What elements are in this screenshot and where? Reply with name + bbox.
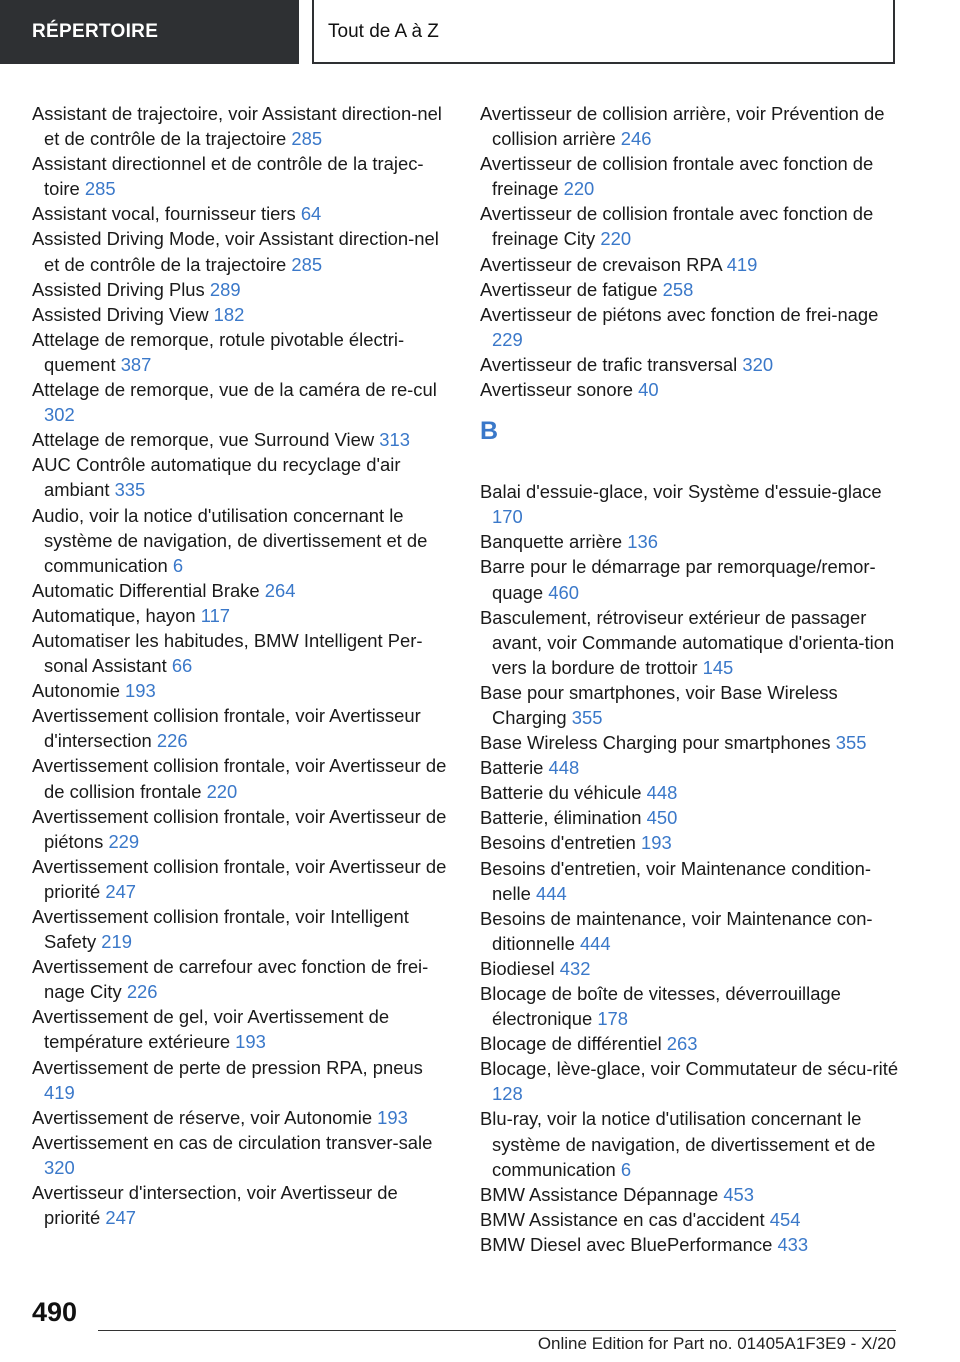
entry-text: Avertisseur de collision frontale avec fonction de freinage [480, 153, 874, 200]
index-entry [32, 703, 452, 753]
entry-text: Avertissement collision frontale, voir Avertisseur de de collision frontale [32, 755, 447, 802]
entry-text: Avertisseur sonore [480, 379, 633, 401]
index-column-left [32, 101, 452, 1230]
section-tab: RÉPERTOIRE [0, 0, 299, 64]
index-entry [32, 427, 452, 452]
index-entry [480, 805, 900, 830]
entry-text: Automatique, hayon [32, 604, 196, 626]
page-reference-link[interactable]: 246 [620, 128, 652, 150]
page-reference-link[interactable]: 450 [646, 807, 678, 829]
entry-text: Blu-ray, voir la notice d'utilisation concernant le système de navigation, de divertissement et de communication [480, 1108, 876, 1180]
page-reference-link[interactable]: 453 [723, 1183, 754, 1205]
page-reference-link[interactable]: 313 [379, 429, 410, 451]
index-entry [32, 101, 452, 151]
index-entry [32, 678, 452, 703]
index-entry [480, 302, 900, 352]
page-reference-link[interactable]: 219 [101, 931, 132, 953]
page-reference-link[interactable]: 247 [105, 880, 137, 902]
index-entry [32, 201, 452, 226]
page-reference-link[interactable]: 66 [171, 655, 193, 677]
entry-text: Batterie, élimination [480, 807, 642, 829]
index-entry [32, 1105, 452, 1130]
index-entry [480, 1106, 900, 1181]
index-entry [32, 1055, 452, 1105]
page-reference-link[interactable]: 136 [627, 531, 658, 553]
index-entry [32, 804, 452, 854]
index-group-a [480, 101, 900, 402]
page-reference-link[interactable]: 226 [156, 730, 188, 752]
index-entry [480, 529, 900, 554]
index-entry [480, 1056, 900, 1106]
entry-text: Blocage, lève-glace, voir Commutateur de sécu-rité [480, 1058, 899, 1080]
page-reference-link[interactable]: 220 [563, 178, 595, 200]
entry-text: Blocage de boîte de vitesses, déverrouillage électronique [480, 983, 841, 1030]
page-reference-link[interactable]: 182 [213, 303, 245, 325]
entry-text: Besoins de maintenance, voir Maintenance con-ditionnelle [480, 907, 873, 954]
index-column-right [480, 101, 900, 1257]
entry-text: Avertisseur de fatigue [480, 278, 658, 300]
page-reference-link[interactable]: 145 [702, 656, 734, 678]
index-entry [32, 1130, 452, 1180]
page-reference-link[interactable]: 193 [640, 832, 672, 854]
page-reference-link[interactable]: 387 [120, 353, 152, 375]
index-entry [480, 377, 900, 402]
index-entry [480, 1207, 900, 1232]
page-reference-link[interactable]: 193 [377, 1106, 408, 1128]
page-reference-link[interactable]: 433 [777, 1233, 809, 1255]
page-reference-link[interactable]: 264 [264, 579, 296, 601]
entry-text: Basculement, rétroviseur extérieur de passager avant, voir Commande automatique d'orienta-tion vers la bordure de trottoir [480, 606, 895, 678]
index-entry [32, 151, 452, 201]
index-entry [32, 954, 452, 1004]
entry-text: Batterie [480, 757, 544, 779]
index-entry [480, 780, 900, 805]
index-group-b [480, 479, 900, 1257]
entry-text: Assistant vocal, fournisseur tiers [32, 203, 296, 225]
entry-text: Barre pour le démarrage par remorquage/remor-quage [480, 556, 876, 603]
page-reference-link[interactable]: 289 [209, 278, 241, 300]
page-reference-link[interactable]: 454 [769, 1208, 801, 1230]
entry-text: Avertissement collision frontale, voir Avertisseur de priorité [32, 855, 447, 902]
entry-text: Besoins d'entretien, voir Maintenance condition-nelle [480, 857, 871, 904]
index-entry [32, 603, 452, 628]
entry-text: Avertisseur d'intersection, voir Avertisseur de priorité [32, 1182, 398, 1229]
index-entry [480, 680, 900, 730]
entry-text: Besoins d'entretien [480, 832, 636, 854]
page-header [0, 0, 960, 66]
footer-edition: Online Edition for Part no. 01405A1F3E9 - X/20 [537, 1334, 896, 1353]
page-reference-link[interactable]: 285 [291, 128, 323, 150]
page-reference-link[interactable]: 419 [44, 1081, 75, 1103]
entry-text: Avertissement de réserve, voir Autonomie [32, 1106, 373, 1128]
entry-text: Assistant directionnel et de contrôle de la trajec-toire [32, 153, 424, 200]
page-reference-link[interactable]: 247 [105, 1207, 137, 1229]
page-reference-link[interactable]: 355 [835, 732, 867, 754]
index-entry [32, 854, 452, 904]
entry-text: AUC Contrôle automatique du recyclage d'air ambiant [32, 454, 401, 501]
page-reference-link[interactable]: 460 [548, 581, 579, 603]
index-entry [32, 277, 452, 302]
entry-text: Balai d'essuie-glace, voir Système d'essuie-glace [480, 481, 882, 503]
entry-text: Assisted Driving Plus [32, 278, 205, 300]
page-reference-link[interactable]: 6 [172, 554, 184, 576]
entry-text: Avertissement collision frontale, voir Intelligent Safety [32, 906, 409, 953]
entry-text: BMW Assistance en cas d'accident [480, 1208, 765, 1230]
index-entry [32, 452, 452, 502]
index-entry [480, 201, 900, 251]
index-entry [480, 956, 900, 981]
page-reference-link[interactable]: 419 [726, 253, 758, 275]
index-entry [480, 101, 900, 151]
page-reference-link[interactable]: 226 [126, 981, 158, 1003]
page-reference-link[interactable]: 229 [108, 830, 140, 852]
page-reference-link[interactable]: 220 [206, 780, 238, 802]
entry-text: Attelage de remorque, vue Surround View [32, 429, 375, 451]
index-entry [32, 904, 452, 954]
footer-divider [98, 1330, 896, 1331]
page-reference-link[interactable]: 448 [548, 757, 580, 779]
page-reference-link[interactable]: 444 [579, 932, 611, 954]
index-entry [480, 755, 900, 780]
page-reference-link[interactable]: 40 [638, 379, 659, 401]
entry-text: Attelage de remorque, vue de la caméra de re-cul [32, 379, 437, 401]
entry-text: Audio, voir la notice d'utilisation concernant le système de navigation, de divertissement et de communication [32, 504, 428, 576]
index-letter-heading: B [480, 417, 499, 446]
index-entry [32, 578, 452, 603]
entry-text: Avertisseur de collision arrière, voir Prévention de collision arrière [480, 103, 885, 150]
index-entry [32, 302, 452, 327]
page-reference-link[interactable]: 432 [559, 957, 591, 979]
index-entry [480, 830, 900, 855]
page-reference-link[interactable]: 285 [291, 253, 323, 275]
index-entry [32, 1004, 452, 1054]
page-reference-link[interactable]: 193 [125, 680, 156, 702]
entry-text: Avertissement collision frontale, voir Avertisseur de piétons [32, 805, 447, 852]
index-entry [480, 277, 900, 302]
index-entry [480, 352, 900, 377]
page-reference-link[interactable]: 285 [84, 178, 116, 200]
page-reference-link[interactable]: 220 [600, 228, 632, 250]
index-entry [480, 981, 900, 1031]
entry-text: Banquette arrière [480, 531, 623, 553]
index-entry [32, 628, 452, 678]
entry-text: Base pour smartphones, voir Base Wireless Charging [480, 681, 838, 728]
entry-text: Avertissement de carrefour avec fonction de frei-nage City [32, 956, 429, 1003]
index-entry [32, 226, 452, 276]
page-reference-link[interactable]: 302 [44, 404, 75, 426]
entry-text: Autonomie [32, 680, 120, 702]
page-reference-link[interactable]: 335 [114, 479, 146, 501]
index-entry [480, 730, 900, 755]
page-reference-link[interactable]: 444 [535, 882, 567, 904]
chapter-title: Tout de A à Z [312, 0, 895, 64]
page-reference-link[interactable]: 448 [646, 782, 678, 804]
page-reference-link[interactable]: 128 [492, 1083, 523, 1105]
index-entry [480, 151, 900, 201]
page-reference-link[interactable]: 258 [662, 278, 694, 300]
index-entry [32, 753, 452, 803]
entry-text: Blocage de différentiel [480, 1033, 662, 1055]
page-reference-link[interactable]: 117 [200, 604, 231, 626]
index-entry [480, 856, 900, 906]
page-reference-link[interactable]: 64 [300, 203, 322, 225]
page-reference-link[interactable]: 229 [492, 328, 523, 350]
entry-text: Automatic Differential Brake [32, 579, 260, 601]
index-entry [480, 252, 900, 277]
entry-text: Avertissement collision frontale, voir Avertisseur d'intersection [32, 705, 421, 752]
index-entry [480, 479, 900, 529]
entry-text: Assistant de trajectoire, voir Assistant direction-nel et de contrôle de la trajectoire [32, 103, 442, 150]
entry-text: Avertissement en cas de circulation transver-sale [32, 1131, 433, 1153]
entry-text: Avertisseur de collision frontale avec fonction de freinage City [480, 203, 874, 250]
page-reference-link[interactable]: 6 [620, 1158, 632, 1180]
page-reference-link[interactable]: 320 [742, 353, 774, 375]
entry-text: Avertissement de gel, voir Avertissement de température extérieure [32, 1006, 390, 1053]
entry-text: Assisted Driving View [32, 303, 209, 325]
index-entry [32, 503, 452, 578]
page-reference-link[interactable]: 170 [492, 506, 523, 528]
page-reference-link[interactable]: 320 [44, 1156, 75, 1178]
page-reference-link[interactable]: 193 [235, 1031, 266, 1053]
entry-text: Batterie du véhicule [480, 782, 642, 804]
entry-text: Attelage de remorque, rotule pivotable électri-quement [32, 328, 405, 375]
entry-text: Assisted Driving Mode, voir Assistant direction-nel et de contrôle de la trajectoire [32, 228, 439, 275]
entry-text: Automatiser les habitudes, BMW Intelligent Per-sonal Assistant [32, 629, 423, 677]
index-entry [32, 1180, 452, 1230]
index-entry [480, 605, 900, 680]
page-reference-link[interactable]: 263 [666, 1033, 698, 1055]
index-entry [480, 1031, 900, 1056]
index-entry [480, 1232, 900, 1257]
index-entry [480, 906, 900, 956]
entry-text: Biodiesel [480, 957, 555, 979]
entry-text: Avertisseur de piétons avec fonction de frei-nage [480, 303, 879, 325]
entry-text: BMW Assistance Dépannage [480, 1183, 719, 1205]
entry-text: Base Wireless Charging pour smartphones [480, 732, 831, 754]
page-number: 490 [32, 1297, 78, 1327]
entry-text: BMW Diesel avec BluePerformance [480, 1233, 773, 1255]
index-entry [32, 327, 452, 377]
page-reference-link[interactable]: 355 [571, 706, 603, 728]
index-entry [480, 1182, 900, 1207]
index-entry [32, 377, 452, 427]
page-reference-link[interactable]: 178 [597, 1008, 629, 1030]
entry-text: Avertisseur de trafic transversal [480, 353, 738, 375]
index-entry [480, 554, 900, 604]
entry-text: Avertissement de perte de pression RPA, pneus [32, 1056, 423, 1078]
entry-text: Avertisseur de crevaison RPA [480, 253, 722, 275]
